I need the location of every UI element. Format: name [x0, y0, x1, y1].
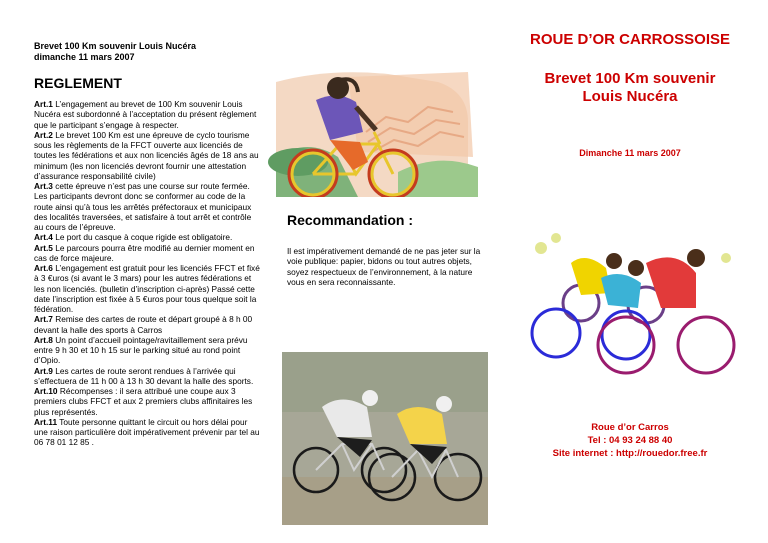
contact-phone: Tel : 04 93 24 88 40 — [587, 435, 673, 446]
article-text: Le port du casque à coque rigide est obligatoire. — [52, 232, 233, 243]
article-6 — [34, 263, 260, 314]
article-7 — [34, 314, 260, 335]
article-label: Art.3 — [34, 181, 53, 191]
article-label: Art.2 — [34, 129, 53, 140]
brochure-header — [34, 41, 196, 63]
article-4 — [34, 232, 260, 242]
article-text: L’engagement au brevet de 100 Km souvenir Louis Nucéra est subordonné à l’acceptation du présent règlement que le participant s’engage à respecter. — [34, 99, 257, 130]
article-5 — [34, 243, 260, 264]
article-8 — [34, 335, 260, 366]
racing-cyclists-illustration — [526, 223, 736, 381]
brevet-title-line-1: Brevet 100 Km souvenir — [544, 70, 716, 87]
clipart-woman-cyclist — [268, 62, 486, 197]
article-text: L’engagement est gratuit pour les licenciés FFCT et fixé à 3 €uros (si avant le 3 mars) pour les autres fédérations et les non licenciés. (bulletin d’inscription ci-après) Passé cette date l’inscription est fixée à 5 €uros pour tous quelque soit la fédération. — [34, 263, 260, 314]
contact-name: Roue d’or Carros — [591, 422, 669, 433]
recommandation-text: Il est impérativement demandé de ne pas jeter sur la voie publique: papier, bidons ou tout autres objets, soyez respectueux de l’environnement, à la nature vous en sera reconnaissante. — [287, 246, 481, 287]
article-text: cette épreuve n’est pas une course sur route fermée. Les participants devront donc se conformer au code de la route ainsi qu’à tous les arrêtés préfectoraux et municipaux des localités traversées, et satisfaire à tout arrêt et contrôle au cours de l’épreuve. — [34, 181, 252, 232]
article-10 — [34, 386, 260, 417]
club-title: ROUE D’OR CARROSSOISE — [529, 31, 731, 48]
article-label: Art.6 — [34, 263, 53, 273]
article-9 — [34, 366, 260, 387]
article-2 — [34, 130, 260, 181]
event-date: Dimanche 11 mars 2007 — [579, 148, 681, 158]
article-label: Art.7 — [34, 314, 53, 325]
article-label: Art.4 — [34, 232, 53, 243]
contact-website: Site internet : http://rouedor.free.fr — [552, 448, 708, 459]
article-text: Le parcours pourra être modifié au dernier moment en cas de force majeure. — [34, 242, 255, 263]
article-text: Un point d’accueil pointage/ravitaillement sera prévu entre 9 h 30 et 10 h 15 sur le parking situé au rond point d’Opio. — [34, 334, 248, 366]
recommandation-title: Recommandation : — [287, 212, 414, 228]
photo-two-cyclists — [282, 352, 488, 525]
article-label: Art.10 — [34, 386, 58, 396]
two-cyclists-photo — [282, 352, 488, 525]
article-label: Art.11 — [34, 416, 58, 427]
article-text: Les cartes de route seront rendues à l’arrivée qui s’effectuera de 11 h 00 à 13 h 30 devant la halle des sports. — [34, 365, 254, 386]
brevet-title — [510, 70, 750, 106]
article-text: Récompenses : il sera attribué une coupe aux 3 premiers clubs FFCT et aux 2 premiers clubs affinitaires les plus représentés. — [34, 386, 253, 417]
article-1 — [34, 99, 260, 130]
article-label: Art.8 — [34, 334, 53, 345]
reglement-articles — [34, 99, 260, 448]
header-date-line: dimanche 11 mars 2007 — [34, 52, 135, 62]
article-text: Le brevet 100 Km est une épreuve de cyclo tourisme sous les règlements de la FFCT ouverte aux licenciés de toutes les fédérations et aux non licenciés âgés de 18 ans au minimum (les non licenciés devront fournir une attestation d’assurance responsabilité civile) — [34, 129, 259, 181]
article-label: Art.5 — [34, 242, 53, 253]
article-label: Art.9 — [34, 365, 53, 376]
brevet-title-line-2: Louis Nucéra — [582, 88, 678, 105]
article-text: Remise des cartes de route et départ groupé à 8 h 00 devant la halle des sports à Carros — [34, 314, 253, 335]
header-event-line: Brevet 100 Km souvenir Louis Nucéra — [34, 41, 197, 51]
article-11 — [34, 417, 260, 448]
reglement-title: REGLEMENT — [34, 75, 122, 91]
clipart-racing-cyclists — [526, 223, 736, 381]
woman-cyclist-illustration — [268, 62, 486, 197]
article-text: Toute personne quittant le circuit ou hors délai pour une raison particulière doit impérativement prévenir par tel au 06 78 01 12 85 . — [34, 416, 260, 448]
article-3 — [34, 181, 260, 232]
contact-block — [510, 421, 750, 460]
article-label: Art.1 — [34, 99, 53, 109]
